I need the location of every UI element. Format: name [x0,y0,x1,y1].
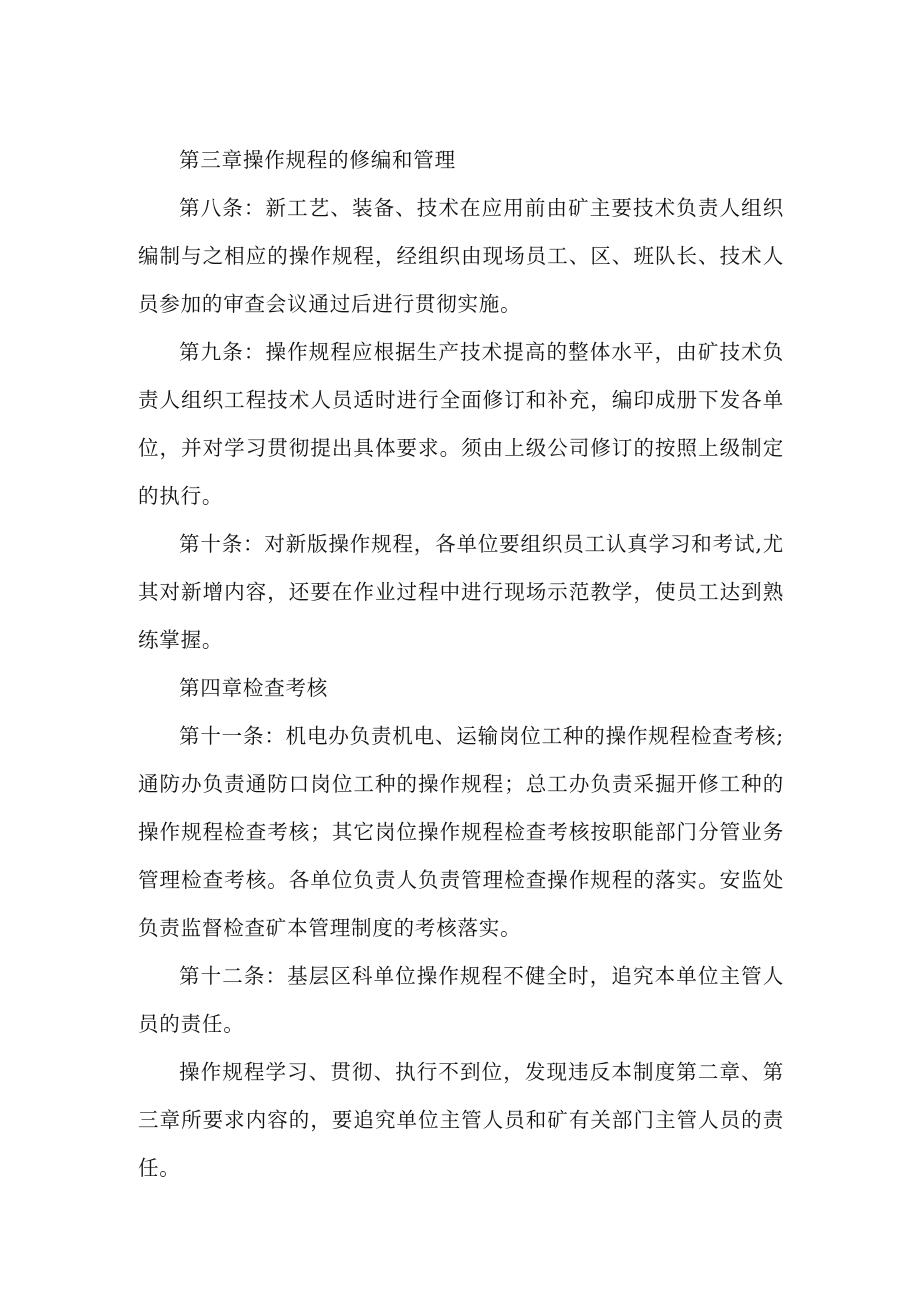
article-9-paragraph: 第九条：操作规程应根据生产技术提高的整体水平，由矿技术负责人组织工程技术人员适时进行全面修订和补充，编印成册下发各单位，并对学习贯彻提出具体要求。须由上级公司修订的按照上级制定的执行。 [138,340,784,508]
article-10-paragraph: 第十条：对新版操作规程，各单位要组织员工认真学习和考试,尤其对新增内容，还要在作业过程中进行现场示范教学，使员工达到熟练掌握。 [138,532,784,652]
responsibility-paragraph: 操作规程学习、贯彻、执行不到位，发现违反本制度第二章、第三章所要求内容的，要追究单位主管人员和矿有关部门主管人员的责任。 [138,1060,784,1180]
document-body [138,136,784,1192]
article-11-paragraph: 第十一条：机电办负责机电、运输岗位工种的操作规程检查考核;通防办负责通防口岗位工种的操作规程；总工办负责采掘开修工种的操作规程检查考核；其它岗位操作规程检查考核按职能部门分管业务管理检查考核。各单位负责人负责管理检查操作规程的落实。安监处负责监督检查矿本管理制度的考核落实。 [138,724,784,940]
article-12-paragraph: 第十二条：基层区科单位操作规程不健全时，追究本单位主管人员的责任。 [138,964,784,1036]
chapter-3-heading: 第三章操作规程的修编和管理 [179,148,456,172]
chapter-4-heading: 第四章检查考核 [179,676,329,700]
article-8-paragraph: 第八条：新工艺、装备、技术在应用前由矿主要技术负责人组织编制与之相应的操作规程，经组织由现场员工、区、班队长、技术人员参加的审查会议通过后进行贯彻实施。 [138,196,784,316]
